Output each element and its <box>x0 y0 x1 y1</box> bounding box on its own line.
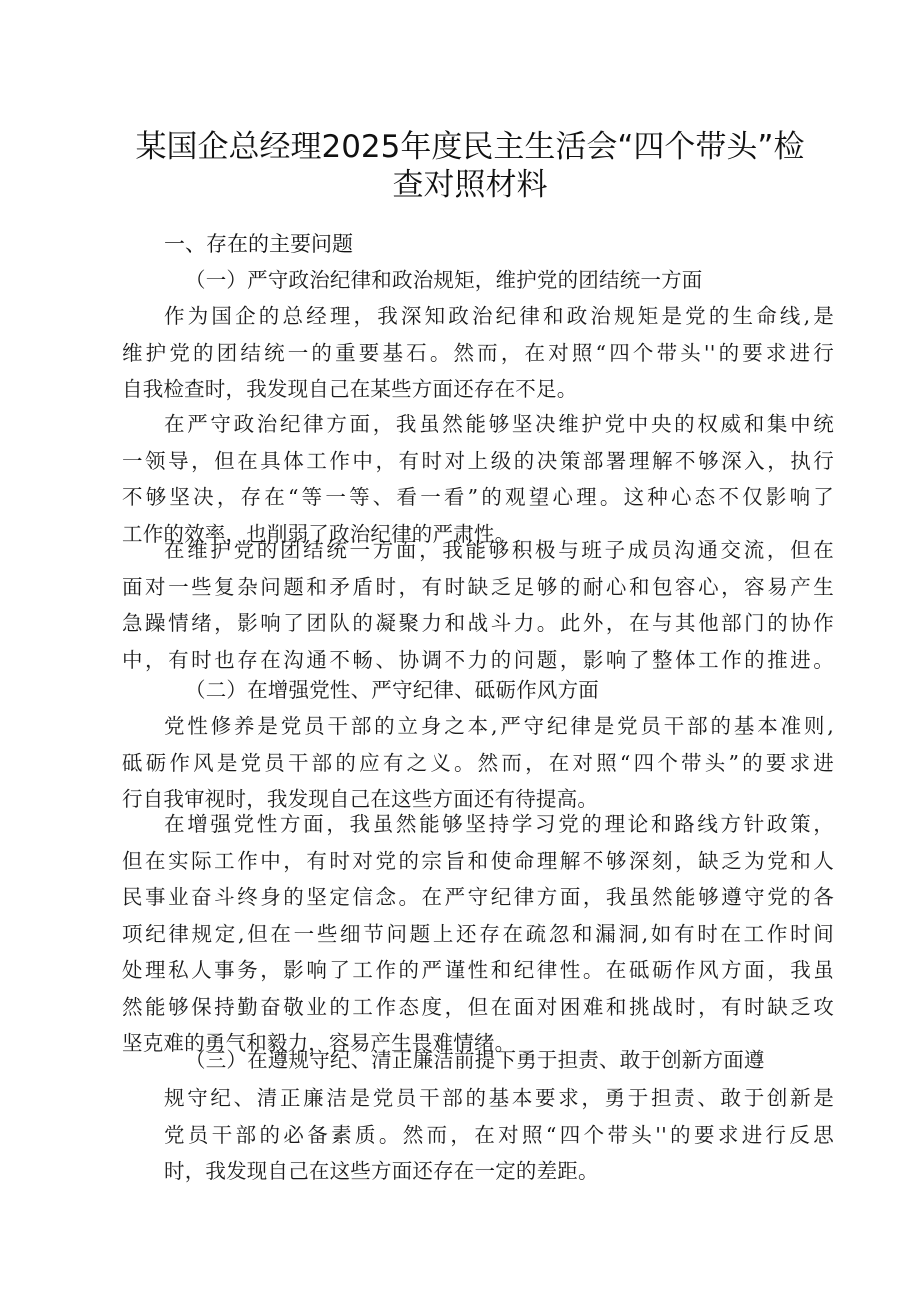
paragraph-6-line: 党员干部的必备素质。然而，在对照“四个带头''的要求进行反思 <box>164 1122 834 1147</box>
paragraph-4-line: 行自我审视时，我发现自己在这些方面还有待提高。 <box>122 787 599 811</box>
subsection-heading-3-text: （三）在遵规守纪、清正廉洁前提下勇于担责、敢于创新方面遵 <box>185 1048 765 1072</box>
paragraph-2 <box>122 406 834 552</box>
paragraph-3-line: 中，有时也存在沟通不畅、协调不力的问题，影响了整体工作的推进。 <box>122 647 834 672</box>
paragraph-5-line: 在增强党性方面，我虽然能够坚持学习党的理论和路线方针政策， <box>164 812 834 836</box>
paragraph-3-line: 在维护党的团结统一方面，我能够积极与班子成员沟通交流，但在 <box>164 538 834 562</box>
paragraph-1-line: 自我检查时，我发现自己在某些方面还存在不足。 <box>122 377 578 401</box>
paragraph-3-line: 面对一些复杂问题和矛盾时，有时缺乏足够的耐心和包容心，容易产生 <box>122 574 834 599</box>
paragraph-5-line: 处理私人事务，影响了工作的严谨性和纪律性。在砥砺作风方面，我虽 <box>122 958 834 982</box>
subsection-heading-1-text: （一）严守政治纪律和政治规矩，维护党的团结统一方面 <box>185 268 703 292</box>
section-heading-problems: 一、存在的主要问题 <box>164 232 353 256</box>
title-line-1: 某国企总经理2025年度民主生活会“四个带头”检 <box>135 129 805 165</box>
title-line-2: 查对照材料 <box>392 167 548 203</box>
paragraph-2-line: 一领导，但在具体工作中，有时对上级的决策部署理解不够深入，执行 <box>122 448 834 473</box>
paragraph-2-line: 在严守政治纪律方面，我虽然能够坚决维护党中央的权威和集中统 <box>164 412 834 436</box>
paragraph-4-line: 砥砺作风是党员干部的应有之义。然而，在对照“四个带头”的要求进 <box>122 750 834 775</box>
subsection-heading-3 <box>185 1042 845 1079</box>
paragraph-1-line: 维护党的团结统一的重要基石。然而，在对照“四个带头''的要求进行 <box>122 340 834 365</box>
paragraph-1 <box>122 298 834 408</box>
paragraph-4 <box>122 708 834 818</box>
paragraph-5-line: 项纪律规定,但在一些细节问题上还存在疏忽和漏洞,如有时在工作时间 <box>122 921 834 946</box>
paragraph-5-line: 然能够保持勤奋敬业的工作态度，但在面对困难和挑战时，有时缺乏攻 <box>122 994 834 1019</box>
paragraph-5-line: 但在实际工作中，有时对党的宗旨和使命理解不够深刻，缺乏为党和人 <box>122 848 834 873</box>
subsection-heading-1 <box>185 262 845 299</box>
paragraph-6-line: 规守纪、清正廉洁是党员干部的基本要求，勇于担责、敢于创新是 <box>164 1086 834 1110</box>
document-title <box>100 128 840 204</box>
subsection-heading-2 <box>185 672 845 709</box>
paragraph-6-line: 时，我发现自己在这些方面还存在一定的差距。 <box>164 1159 599 1183</box>
paragraph-1-line: 作为国企的总经理，我深知政治纪律和政治规矩是党的生命线,是 <box>164 304 834 328</box>
paragraph-4-line: 党性修养是党员干部的立身之本,严守纪律是党员干部的基本准则, <box>164 714 834 738</box>
paragraph-5 <box>122 806 834 1062</box>
paragraph-2-line: 不够坚决，存在“等一等、看一看”的观望心理。这种心态不仅影响了 <box>122 485 834 509</box>
paragraph-3-line: 急躁情绪，影响了团队的凝聚力和战斗力。此外，在与其他部门的协作 <box>122 611 834 635</box>
paragraph-5-line: 坚克难的勇气和毅力，容易产生畏难情绪。 <box>122 1031 516 1055</box>
paragraph-2-line: 工作的效率，也削弱了政治纪律的严肃性。 <box>122 521 516 546</box>
paragraph-6 <box>164 1080 834 1190</box>
subsection-heading-2-text: （二）在增强党性、严守纪律、砥砺作风方面 <box>185 678 599 702</box>
paragraph-3 <box>122 532 834 678</box>
paragraph-5-line: 民事业奋斗终身的坚定信念。在严守纪律方面，我虽然能够遵守党的各 <box>122 885 834 909</box>
